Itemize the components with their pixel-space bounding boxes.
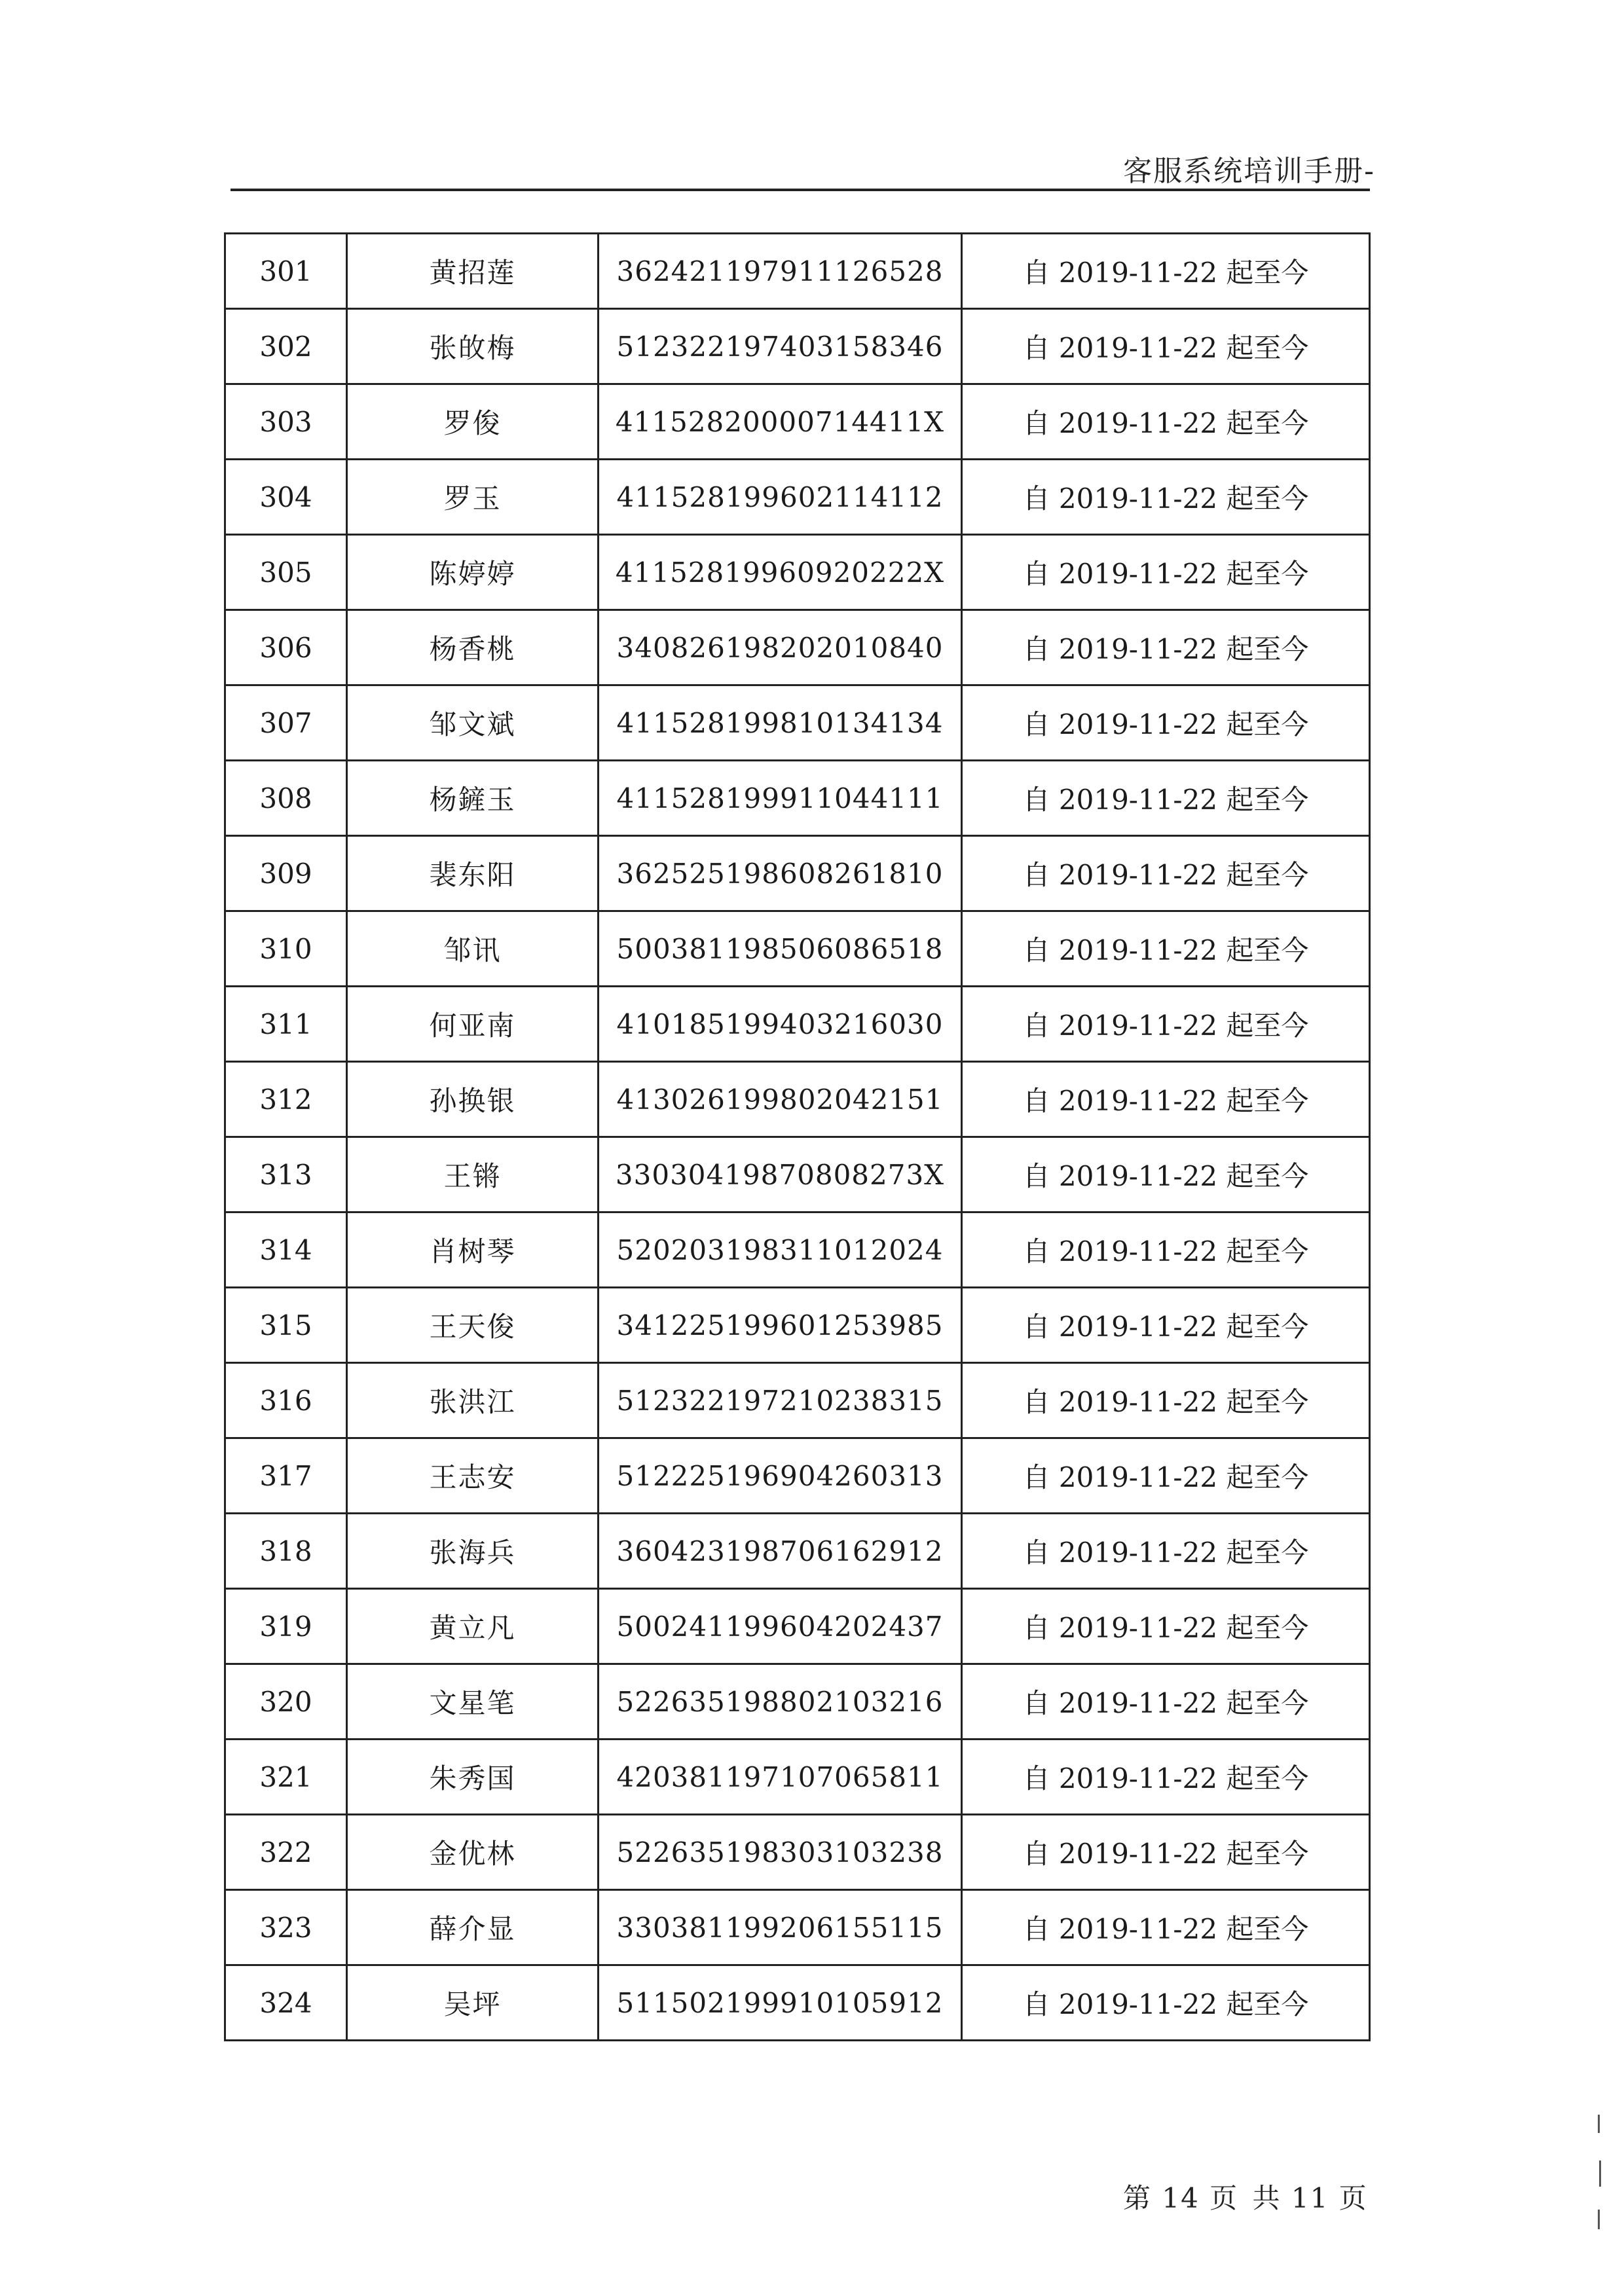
row-number-cell: 313 — [225, 1137, 347, 1212]
table-row — [225, 1062, 1370, 1137]
period-cell: 自 2019-11-22 起至今 — [962, 836, 1370, 911]
period-cell: 自 2019-11-22 起至今 — [962, 987, 1370, 1062]
table-row — [225, 1740, 1370, 1815]
period-cell: 自 2019-11-22 起至今 — [962, 1740, 1370, 1815]
period-cell: 自 2019-11-22 起至今 — [962, 610, 1370, 685]
period-cell: 自 2019-11-22 起至今 — [962, 1363, 1370, 1438]
name-cell: 孙换银 — [347, 1062, 599, 1137]
id-number-cell: 41152819960920222X — [599, 535, 962, 610]
row-number-cell: 305 — [225, 535, 347, 610]
table-row — [225, 1890, 1370, 1965]
id-number-cell: 362525198608261810 — [599, 836, 962, 911]
table-row — [225, 234, 1370, 309]
table-row — [225, 911, 1370, 987]
row-number-cell: 302 — [225, 309, 347, 384]
row-number-cell: 318 — [225, 1514, 347, 1589]
document-header-title: 客服系统培训手册- — [1123, 155, 1375, 188]
row-number-cell: 324 — [225, 1965, 347, 2041]
name-cell: 文星笔 — [347, 1664, 599, 1740]
row-number-cell: 307 — [225, 685, 347, 761]
row-number-cell: 322 — [225, 1815, 347, 1890]
row-number-cell: 310 — [225, 911, 347, 987]
row-number-cell: 323 — [225, 1890, 347, 1965]
table-row — [225, 309, 1370, 384]
name-cell: 黄招莲 — [347, 234, 599, 309]
row-number-cell: 314 — [225, 1212, 347, 1288]
table-row — [225, 384, 1370, 460]
id-number-cell: 411528199602114112 — [599, 460, 962, 535]
name-cell: 裴东阳 — [347, 836, 599, 911]
row-number-cell: 311 — [225, 987, 347, 1062]
id-number-cell: 340826198202010840 — [599, 610, 962, 685]
name-cell: 罗玉 — [347, 460, 599, 535]
id-number-cell: 362421197911126528 — [599, 234, 962, 309]
name-cell: 黄立凡 — [347, 1589, 599, 1664]
id-number-cell: 520203198311012024 — [599, 1212, 962, 1288]
scan-mark — [1598, 2115, 1600, 2133]
name-cell: 杨香桃 — [347, 610, 599, 685]
table-row — [225, 1288, 1370, 1363]
name-cell: 王天俊 — [347, 1288, 599, 1363]
name-cell: 杨鏟玉 — [347, 761, 599, 836]
id-number-cell: 411528199911044111 — [599, 761, 962, 836]
period-cell: 自 2019-11-22 起至今 — [962, 460, 1370, 535]
name-cell: 邹讯 — [347, 911, 599, 987]
row-number-cell: 315 — [225, 1288, 347, 1363]
name-cell: 张敀梅 — [347, 309, 599, 384]
name-cell: 罗俊 — [347, 384, 599, 460]
header-divider — [231, 189, 1370, 191]
table-row — [225, 1438, 1370, 1514]
name-cell: 薛介显 — [347, 1890, 599, 1965]
name-cell: 陈婷婷 — [347, 535, 599, 610]
id-number-cell: 341225199601253985 — [599, 1288, 962, 1363]
row-number-cell: 309 — [225, 836, 347, 911]
period-cell: 自 2019-11-22 起至今 — [962, 1664, 1370, 1740]
table-row — [225, 535, 1370, 610]
period-cell: 自 2019-11-22 起至今 — [962, 685, 1370, 761]
period-cell: 自 2019-11-22 起至今 — [962, 911, 1370, 987]
table-row — [225, 685, 1370, 761]
table-row — [225, 1514, 1370, 1589]
name-cell: 王志安 — [347, 1438, 599, 1514]
id-number-cell: 512322197210238315 — [599, 1363, 962, 1438]
id-number-cell: 420381197107065811 — [599, 1740, 962, 1815]
period-cell: 自 2019-11-22 起至今 — [962, 1288, 1370, 1363]
id-number-cell: 512225196904260313 — [599, 1438, 962, 1514]
table-row — [225, 1363, 1370, 1438]
table-row — [225, 761, 1370, 836]
table-row — [225, 1815, 1370, 1890]
table-row — [225, 1137, 1370, 1212]
period-cell: 自 2019-11-22 起至今 — [962, 535, 1370, 610]
row-number-cell: 312 — [225, 1062, 347, 1137]
name-cell: 朱秀国 — [347, 1740, 599, 1815]
period-cell: 自 2019-11-22 起至今 — [962, 1137, 1370, 1212]
row-number-cell: 306 — [225, 610, 347, 685]
name-cell: 王锵 — [347, 1137, 599, 1212]
table-row — [225, 1664, 1370, 1740]
period-cell: 自 2019-11-22 起至今 — [962, 1965, 1370, 2041]
table-row — [225, 1589, 1370, 1664]
name-cell: 吴坪 — [347, 1965, 599, 2041]
period-cell: 自 2019-11-22 起至今 — [962, 1514, 1370, 1589]
row-number-cell: 320 — [225, 1664, 347, 1740]
personnel-table-body — [225, 234, 1370, 2041]
scan-mark — [1598, 2210, 1600, 2229]
personnel-table — [224, 232, 1371, 2041]
table-row — [225, 987, 1370, 1062]
period-cell: 自 2019-11-22 起至今 — [962, 384, 1370, 460]
id-number-cell: 500241199604202437 — [599, 1589, 962, 1664]
scan-mark — [1599, 2160, 1601, 2187]
period-cell: 自 2019-11-22 起至今 — [962, 234, 1370, 309]
table-row — [225, 460, 1370, 535]
table-row — [225, 836, 1370, 911]
row-number-cell: 303 — [225, 384, 347, 460]
id-number-cell: 511502199910105912 — [599, 1965, 962, 2041]
name-cell: 金优林 — [347, 1815, 599, 1890]
name-cell: 邹文斌 — [347, 685, 599, 761]
row-number-cell: 308 — [225, 761, 347, 836]
id-number-cell: 413026199802042151 — [599, 1062, 962, 1137]
table-row — [225, 610, 1370, 685]
id-number-cell: 410185199403216030 — [599, 987, 962, 1062]
period-cell: 自 2019-11-22 起至今 — [962, 1589, 1370, 1664]
id-number-cell: 41152820000714411X — [599, 384, 962, 460]
id-number-cell: 512322197403158346 — [599, 309, 962, 384]
period-cell: 自 2019-11-22 起至今 — [962, 761, 1370, 836]
page-number: 第 14 页 — [1123, 2182, 1239, 2214]
id-number-cell: 360423198706162912 — [599, 1514, 962, 1589]
period-cell: 自 2019-11-22 起至今 — [962, 1212, 1370, 1288]
name-cell: 何亚南 — [347, 987, 599, 1062]
id-number-cell: 33030419870808273X — [599, 1137, 962, 1212]
period-cell: 自 2019-11-22 起至今 — [962, 1062, 1370, 1137]
period-cell: 自 2019-11-22 起至今 — [962, 1890, 1370, 1965]
period-cell: 自 2019-11-22 起至今 — [962, 1815, 1370, 1890]
row-number-cell: 317 — [225, 1438, 347, 1514]
period-cell: 自 2019-11-22 起至今 — [962, 1438, 1370, 1514]
row-number-cell: 319 — [225, 1589, 347, 1664]
id-number-cell: 330381199206155115 — [599, 1890, 962, 1965]
name-cell: 张海兵 — [347, 1514, 599, 1589]
row-number-cell: 316 — [225, 1363, 347, 1438]
page-footer — [1123, 2177, 1372, 2216]
page-total: 共 11 页 — [1252, 2182, 1368, 2214]
row-number-cell: 304 — [225, 460, 347, 535]
row-number-cell: 321 — [225, 1740, 347, 1815]
period-cell: 自 2019-11-22 起至今 — [962, 309, 1370, 384]
row-number-cell: 301 — [225, 234, 347, 309]
id-number-cell: 522635198303103238 — [599, 1815, 962, 1890]
id-number-cell: 522635198802103216 — [599, 1664, 962, 1740]
id-number-cell: 500381198506086518 — [599, 911, 962, 987]
name-cell: 张洪江 — [347, 1363, 599, 1438]
table-row — [225, 1965, 1370, 2041]
name-cell: 肖树琴 — [347, 1212, 599, 1288]
id-number-cell: 411528199810134134 — [599, 685, 962, 761]
table-row — [225, 1212, 1370, 1288]
